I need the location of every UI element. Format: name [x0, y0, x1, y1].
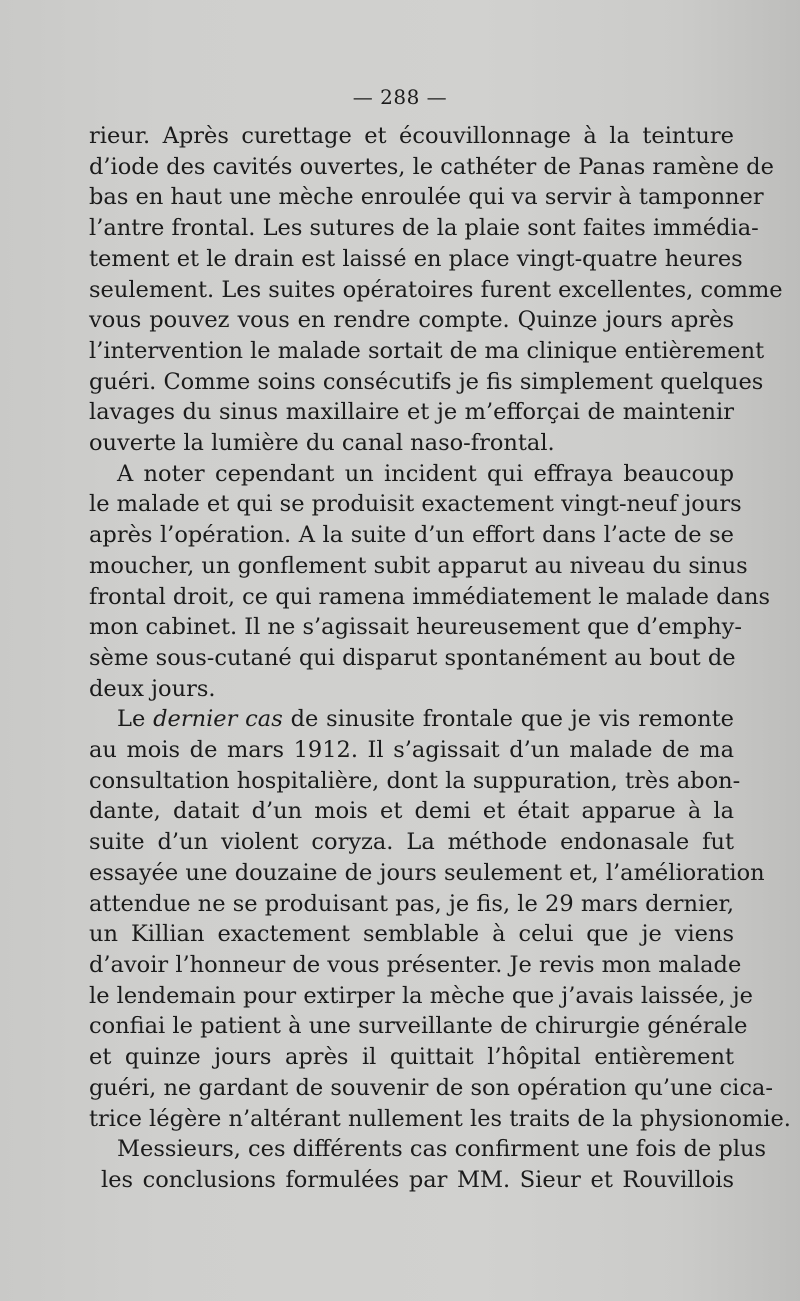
text-line: trice légère n’altérant nullement les traits de la physionomie. — [89, 1105, 791, 1132]
text-line: d’avoir l’honneur de vous présenter. Je revis mon malade — [89, 951, 742, 978]
text-line: un Killian exactement semblable à celui que je viens — [89, 921, 734, 948]
text-line: vous pouvez vous en rendre compte. Quinze jours après — [89, 307, 734, 334]
text-line: ouverte la lumière du canal naso-frontal. — [89, 430, 555, 457]
text-line: après l’opération. A la suite d’un effort dans l’acte de se — [89, 522, 734, 549]
text-line: l’antre frontal. Les sutures de la plaie sont faites immédia- — [89, 215, 759, 242]
text-line — [89, 704, 734, 735]
text-line: confiai le patient à une surveillante de chirurgie générale — [89, 1013, 748, 1040]
text-line: le lendemain pour extirper la mèche que j’avais laissée, je — [89, 982, 753, 1009]
text-line: l’intervention le malade sortait de ma clinique entièrement — [89, 337, 765, 364]
text-line: deux jours. — [89, 675, 216, 702]
text-line: sème sous-cutané qui disparut spontanément au bout de — [89, 644, 736, 671]
text-line: les conclusions formulées par MM. Sieur et Rouvillois — [101, 1166, 734, 1193]
text-line: Messieurs, ces différents cas confirment une fois de plus — [117, 1136, 767, 1163]
text-line: rieur. Après curettage et écouvillonnage à la teinture — [89, 123, 734, 149]
italic-phrase: dernier cas — [153, 706, 283, 733]
line-prefix: Le — [117, 706, 146, 733]
text-line: tement et le drain est laissé en place vingt-quatre heures — [89, 245, 743, 272]
text-line: frontal droit, ce qui ramena immédiatement le malade dans — [89, 583, 770, 610]
text-line: guéri. Comme soins consécutifs je fis simplement quelques — [89, 368, 764, 395]
text-line: lavages du sinus maxillaire et je m’efforçai de maintenir — [89, 399, 734, 426]
text-line: bas en haut une mèche enroulée qui va servir à tamponner — [89, 184, 764, 211]
text-line: mon cabinet. Il ne s’agissait heureusement que d’emphy- — [89, 614, 742, 641]
text-line: guéri, ne gardant de souvenir de son opération qu’une cica- — [89, 1074, 773, 1101]
page-number: — 288 — — [352, 85, 448, 109]
text-line: d’iode des cavités ouvertes, le cathéter de Panas ramène de — [89, 153, 774, 180]
body-text — [89, 121, 791, 1196]
text-line: le malade et qui se produisit exactement vingt-neuf jours — [89, 491, 742, 518]
text-line: attendue ne se produisant pas, je fis, le 29 mars dernier, — [89, 890, 734, 917]
text-line: seulement. Les suites opératoires furent excellentes, comme — [89, 276, 783, 303]
text-line: au mois de mars 1912. Il s’agissait d’un malade de ma — [89, 737, 734, 764]
text-line: moucher, un gonflement subit apparut au niveau du sinus — [89, 552, 748, 579]
text-line: essayée une douzaine de jours seulement et, l’amélioration — [89, 859, 765, 886]
text-line: suite d’un violent coryza. La méthode endonasale fut — [89, 829, 734, 856]
line-rest: de sinusite frontale que je vis remonte — [290, 706, 734, 733]
text-line: consultation hospitalière, dont la suppuration, très abon- — [89, 767, 741, 794]
text-line: dante, datait d’un mois et demi et était apparue à la — [89, 798, 734, 825]
text-line: et quinze jours après il quittait l’hôpital entièrement — [89, 1044, 734, 1071]
text-line: A noter cependant un incident qui effraya beaucoup — [117, 460, 734, 487]
